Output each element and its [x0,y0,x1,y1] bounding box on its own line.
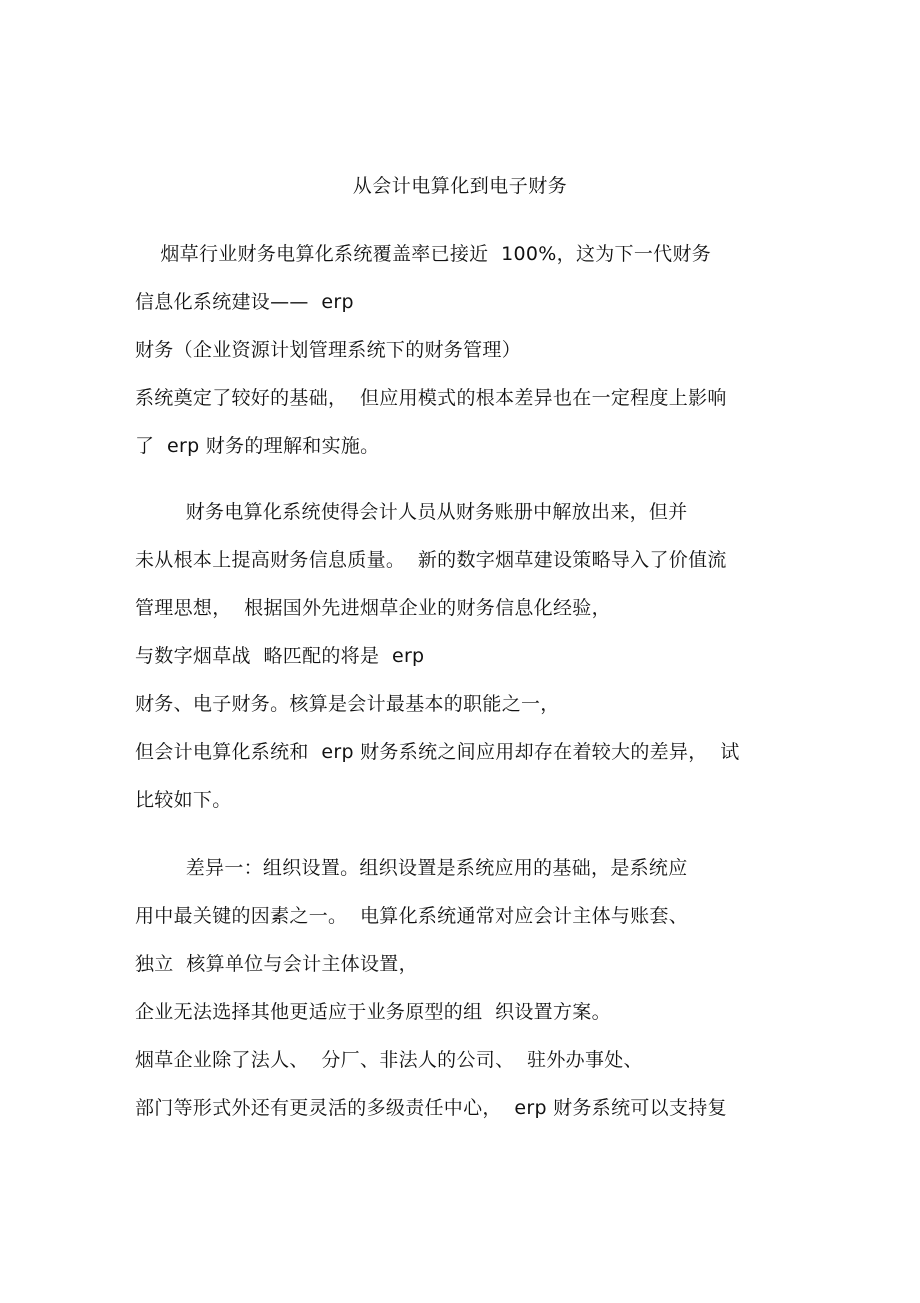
paragraph-2-line-1: 财务电算化系统使得会计人员从财务账册中解放出来，但并 [135,501,688,523]
paragraph-2-line-4: 与数字烟草战 略匹配的将是 erp [135,645,425,667]
paragraph-2-line-7: 比较如下。 [135,789,232,811]
paragraph-3-line-4: 企业无法选择其他更适应于业务原型的组 织设置方案。 [135,1001,611,1023]
paragraph-1-line-3: 财务（企业资源计划管理系统下的财务管理） [135,339,522,361]
paragraph-3-line-1: 差异一：组织设置。组织设置是系统应用的基础，是系统应 [135,857,688,879]
paragraph-2-line-6: 但会计电算化系统和 erp 财务系统之间应用却存在着较大的差异， 试 [135,741,740,763]
paragraph-2-line-3: 管理思想， 根据国外先进烟草企业的财务信息化经验， [135,597,611,619]
paragraph-3-line-2: 用中最关键的因素之一。 电算化系统通常对应会计主体与账套、 [135,905,689,927]
paragraph-3-line-5: 烟草企业除了法人、 分厂、非法人的公司、 驻外办事处、 [135,1049,643,1071]
paragraph-1-line-4: 系统奠定了较好的基础， 但应用模式的根本差异也在一定程度上影响 [135,387,727,409]
paragraph-1-line-5: 了 erp 财务的理解和实施。 [135,435,380,457]
paragraph-2-line-2: 未从根本上提高财务信息质量。 新的数字烟草建设策略导入了价值流 [135,549,727,571]
paragraph-1-line-1: 烟草行业财务电算化系统覆盖率已接近 100%，这为下一代财务 [135,243,712,265]
paragraph-3-line-3: 独立 核算单位与会计主体设置， [135,953,418,975]
document-title: 从会计电算化到电子财务 [352,175,568,197]
paragraph-2-line-5: 财务、电子财务。核算是会计最基本的职能之一， [135,693,560,715]
paragraph-3-line-6: 部门等形式外还有更灵活的多级责任中心， erp 财务系统可以支持复 [135,1097,727,1119]
paragraph-1-line-2: 信息化系统建设—— erp [135,291,354,313]
